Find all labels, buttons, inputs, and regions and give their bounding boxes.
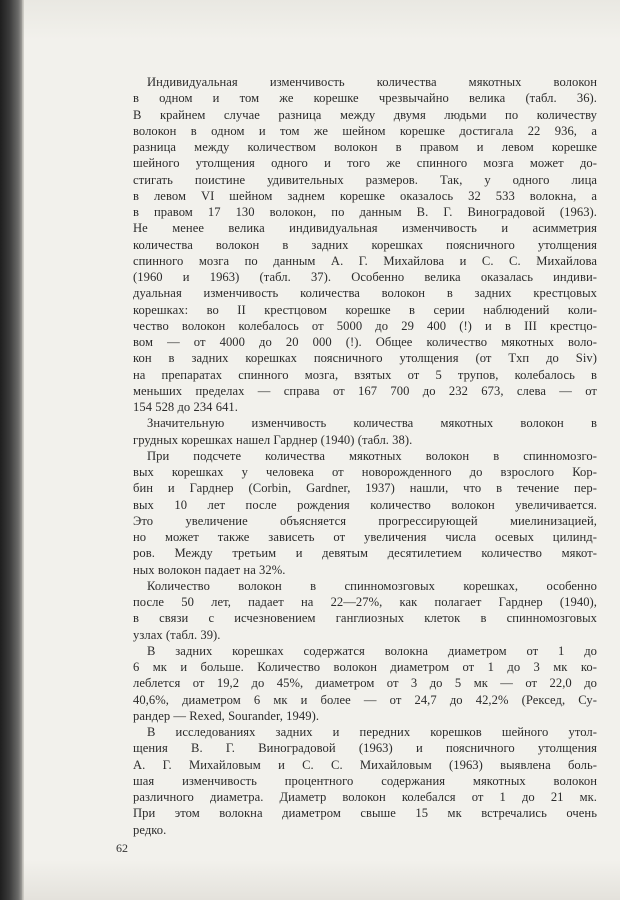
text-line: 154 528 до 234 641. [133, 400, 238, 414]
text-line: щения В. Г. Виноградовой (1963) и поясничного утолщения [133, 741, 597, 756]
text-line: дуальная изменчивость количества волокон в задних крестцовых [133, 286, 597, 301]
text-line: Значительную изменчивость количества мякотных волокон в [147, 416, 597, 431]
text-line: в левом VI шейном заднем корешке оказалось 32 533 волокна, а [133, 188, 597, 203]
text-line: ных волокон падает на 32%. [133, 562, 286, 577]
text-line: 40,6%, диаметром 6 мк и более — от 24,7 до 42,2% (Рексед, Су- [133, 692, 597, 707]
text-line: 6 мк и больше. Количество волокон диаметром от 1 до 3 мк ко- [133, 660, 597, 674]
text-line: кон в задних корешках поясничного утолщения (от Tхп до Sіv) [133, 351, 597, 366]
text-line: спинного мозга по данным А. Г. Михайлова и С. С. Михайлова [133, 253, 597, 268]
book-binding-shadow [0, 0, 24, 900]
text-line: вых корешках у человека от новорожденного до взрослого Кор- [133, 465, 597, 479]
paragraph [133, 448, 597, 578]
text-line: ров. Между третьим и девятым десятилетием количество мякот- [133, 546, 597, 561]
text-line: в одном и том же корешке чрезвычайно велика (табл. 36). [133, 91, 597, 106]
text-line: различного диаметра. Диаметр волокон колебался от 1 до 21 мк. [133, 790, 597, 804]
text-line: В задних корешках содержатся волокна диаметром от 1 до [147, 643, 597, 658]
text-line: в правом 17 130 волокон, по данным В. Г. Виноградовой (1963). [133, 205, 597, 219]
text-line: вом — от 4000 до 20 000 (!). Общее количество мякотных воло- [133, 335, 597, 349]
text-line: шейного утолщения одного и того же спинного мозга может до- [133, 156, 597, 171]
text-line: При этом волокна диаметром свыше 15 мк встречались очень [133, 806, 597, 821]
paragraph [133, 724, 597, 838]
text-line: количества волокон в задних корешках поясничного утолщения [133, 237, 597, 252]
text-line: В крайнем случае разница между двумя людьми по количеству [133, 107, 597, 122]
paragraph [133, 578, 597, 643]
text-line: в связи с исчезновением ганглиозных клеток в спинномозговых [133, 611, 597, 626]
paragraph [133, 643, 597, 724]
body-text [133, 74, 597, 838]
text-line: шая изменчивость процентного содержания мякотных волокон [133, 773, 597, 788]
text-line: Количество волокон в спинномозговых корешках, особенно [147, 578, 597, 593]
text-line: после 50 лет, падает на 22—27%, как полагает Гарднер (1940), [133, 595, 597, 609]
text-line: стигать поистине удивительных размеров. Так, у одного лица [133, 172, 597, 187]
paragraph [133, 415, 597, 448]
text-line: (1960 и 1963) (табл. 37). Особенно велика оказалась индиви- [133, 270, 597, 284]
text-line: на препаратах спинного мозга, взятых от 5 трупов, колебалось в [133, 367, 597, 382]
text-line: корешках: во II крестцовом корешке в серии наблюдений коли- [133, 302, 597, 317]
text-line: чество волокон колебалось от 5000 до 29 400 (!) и в III крестцо- [133, 318, 597, 333]
text-line: Это увеличение объясняется прогрессирующей миелинизацией, [133, 513, 597, 528]
text-line: меньших пределах — справа от 167 700 до 232 673, слева — от [133, 383, 597, 398]
paragraph [133, 74, 597, 415]
text-line: леблется от 19,2 до 45%, диаметром от 3 до 5 мк — от 22,0 до [133, 676, 597, 691]
text-line: узлах (табл. 39). [133, 627, 221, 642]
text-line: волокон в одном и том же шейном корешке достигала 22 936, а [133, 123, 597, 138]
page-number: 62 [116, 841, 128, 855]
text-line: разница между количеством волокон в правом и левом корешке [133, 140, 597, 154]
text-line: бин и Гарднер (Corbin, Gardner, 1937) нашли, что в течение пер- [133, 481, 597, 496]
text-line: вых 10 лет после рождения количество волокон увеличивается. [133, 497, 597, 512]
text-line: А. Г. Михайловым и С. С. Михайловым (1963) выявлена боль- [133, 757, 597, 772]
text-line: рандер — Rexed, Sourander, 1949). [133, 708, 320, 723]
text-line: Индивидуальная изменчивость количества мякотных волокон [147, 75, 597, 89]
text-line: грудных корешках нашел Гарднер (1940) (табл. 38). [133, 432, 413, 447]
text-line: При подсчете количества мякотных волокон в спинномозго- [147, 448, 597, 463]
text-line: Не менее велика индивидуальная изменчивость и асимметрия [133, 221, 597, 236]
text-line: редко. [133, 822, 167, 837]
text-line: В исследованиях задних и передних корешков шейного утол- [147, 725, 597, 739]
text-line: но может также зависеть от увеличения числа осевых цилинд- [133, 530, 597, 544]
